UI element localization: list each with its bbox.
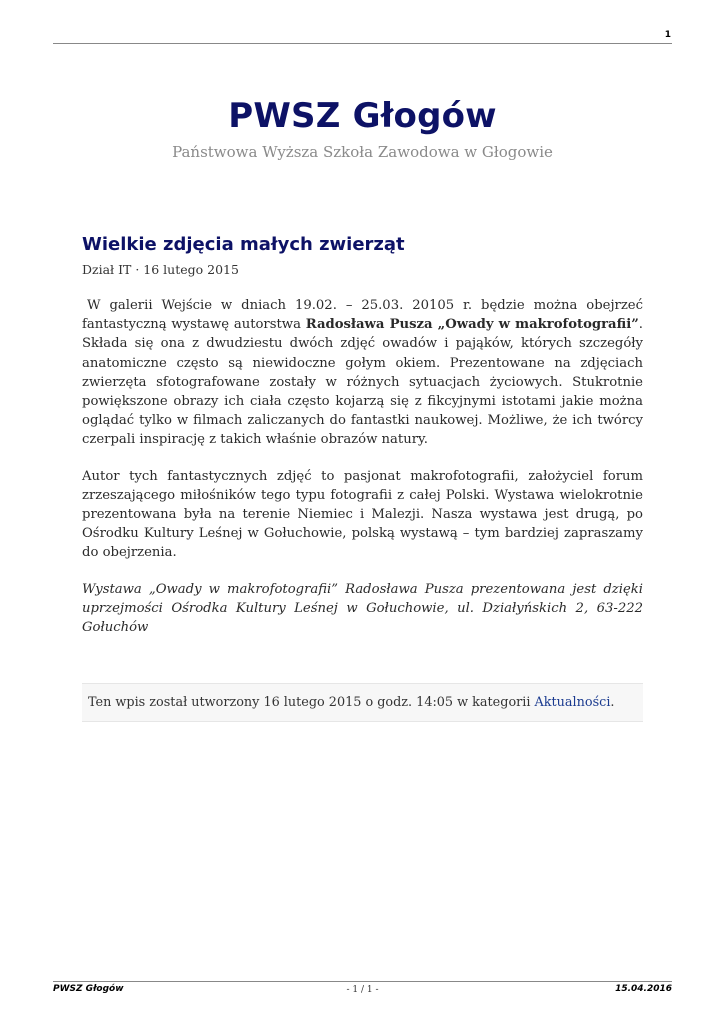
footer-page-indicator: - 1 / 1 - bbox=[346, 985, 379, 995]
paragraph-3 bbox=[82, 580, 643, 638]
paragraph-1-text-start: W galerii Wejście w dniach 19.02. – 25.03. 20105 r. będzie można obejrzeć fantastyczną wystawę autorstwa bbox=[82, 298, 643, 333]
post-footer-box bbox=[82, 683, 643, 722]
paragraph-1 bbox=[82, 296, 643, 450]
post-content bbox=[82, 296, 643, 654]
post-footer-label: Ten wpis został utworzony 16 lutego 2015 o godz. 14:05 w kategorii bbox=[88, 695, 535, 710]
paragraph-1-bold: Radosława Pusza „Owady w makrofotografii” bbox=[305, 317, 639, 333]
paragraph-1-text-end: . Składa się ona z dwudziestu dwóch zdjęć owadów i pająków, których szczegóły anatomiczne często są niewidoczne gołym okiem. Prezentowane na zdjęciach zwierzęta sfotografowane zostały w różnych sytuacjach życiowych. Stukrotnie powiększone obrazy ich ciała często kojarzą się z fikcyjnymi istotami jakie można oglądać tylko w filmach zaliczanych do fantastki naukowej. Możliwe, że ich twórcy czerpali inspirację z takich właśnie obrazów natury. bbox=[82, 317, 643, 448]
footer-site-name: PWSZ Głogów bbox=[53, 984, 124, 994]
site-title[interactable]: PWSZ Głogów bbox=[228, 96, 497, 136]
footer-date: 15.04.2016 bbox=[615, 984, 672, 994]
paragraph-2: Autor tych fantastycznych zdjęć to pasjonat makrofotografii, założyciel forum zrzeszającego miłośników tego typu fotografii z całej Polski. Wystawa wielokrotnie prezentowana była na terenie Niemiec i Malezji. Nasza wystawa jest drugą, po Ośrodku Kultury Leśnej w Gołuchowie, polską wystawą – tym bardziej zapraszamy do obejrzenia. bbox=[82, 468, 643, 561]
post-footer-text bbox=[88, 695, 615, 710]
page-number: 1 bbox=[664, 30, 671, 40]
post-meta: Dział IT · 16 lutego 2015 bbox=[82, 262, 239, 277]
footer-divider bbox=[53, 981, 672, 982]
header-divider bbox=[53, 43, 672, 44]
post-title[interactable]: Wielkie zdjęcia małych zwierząt bbox=[82, 234, 405, 255]
post-footer-suffix: . bbox=[610, 695, 615, 710]
category-link[interactable]: Aktualności bbox=[534, 695, 611, 710]
site-subtitle: Państwowa Wyższa Szkoła Zawodowa w Głogowie bbox=[172, 143, 553, 161]
paragraph-3-italic: Wystawa „Owady w makrofotografii” Radosława Pusza prezentowana jest dzięki uprzejmości Ośrodka Kultury Leśnej w Gołuchowie, ul. Działyńskich 2, 63-222 Gołuchów bbox=[82, 581, 643, 636]
